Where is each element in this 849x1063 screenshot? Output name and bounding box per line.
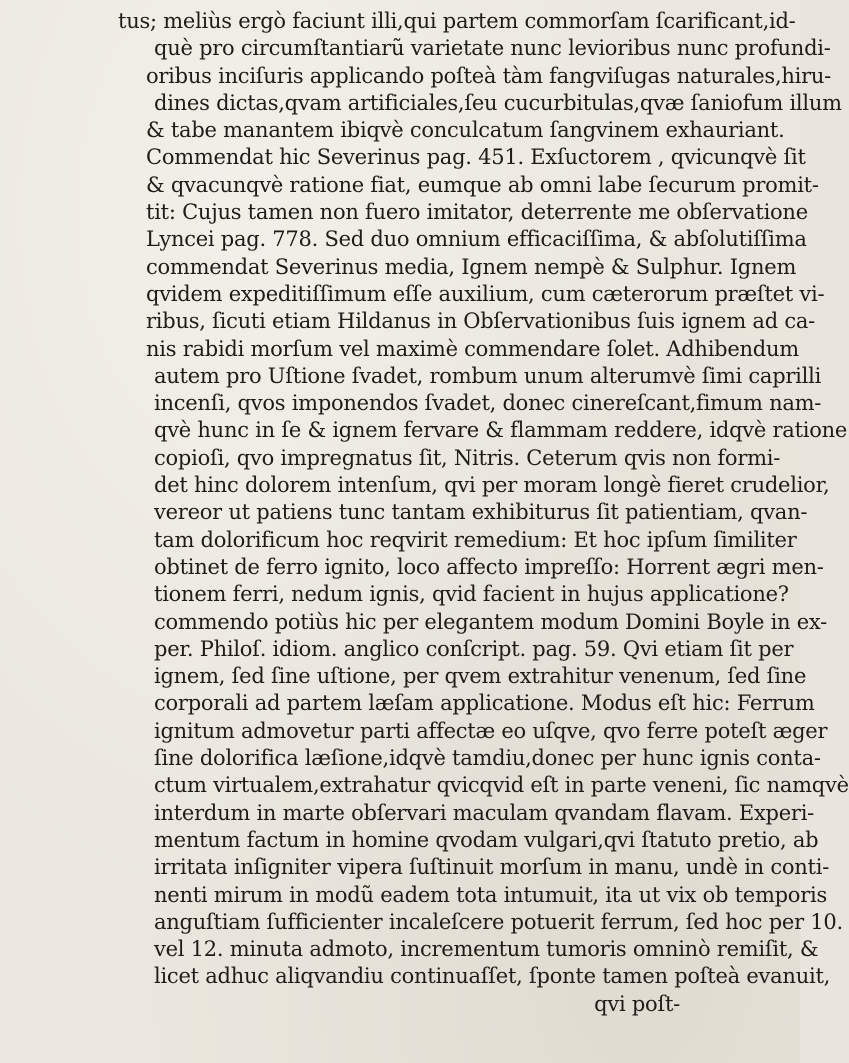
catchword: qvi poſt- [594, 991, 680, 1016]
text-line-15: incenſi, qvos imponendos ſvadet, donec cinereſcant,fimum nam- [154, 391, 822, 416]
text-line-5: & tabe manantem ibiqvè conculcatum ſangvinem exhauriant. [146, 118, 785, 143]
text-line-20: tam dolorificum hoc reqvirit remedium: Et hoc ipſum ſimiliter [154, 527, 797, 552]
text-line-32: irritata inſigniter vipera ſuſtinuit morſum in manu, undè in conti- [154, 855, 830, 880]
text-line-8: tit: Cujus tamen non fuero imitator, deterrente me obſervatione [146, 200, 808, 225]
text-line-31: mentum factum in homine qvodam vulgari,qvi ſtatuto pretio, ab [154, 827, 819, 852]
page-text [118, 8, 849, 1018]
text-line-29: ctum virtualem,extrahatur qvicqvid eſt in parte veneni, ſic namqvè [154, 773, 849, 798]
text-line-12: ribus, ſicuti etiam Hildanus in Obſervationibus ſuis ignem ad ca- [146, 309, 815, 334]
text-line-13: nis rabidi morſum vel maximè commendare ſolet. Adhibendum [146, 336, 799, 361]
text-line-34: anguſtiam ſufficienter incaleſcere potuerit ferrum, ſed hoc per 10. [154, 909, 843, 934]
text-line-23: commendo potiùs hic per elegantem modum Domini Boyle in ex- [154, 609, 827, 634]
text-line-9: Lyncei pag. 778. Sed duo omnium efficaciſſima, & abſolutiſſima [146, 227, 807, 252]
text-line-33: nenti mirum in modũ eadem tota intumuit, ita ut vix ob temporis [154, 882, 827, 907]
text-line-22: tionem ferri, nedum ignis, qvid facient in hujus applicatione? [154, 582, 789, 607]
text-line-28: ſine dolorifica læſione,idqvè tamdiu,donec per hunc ignis conta- [154, 746, 821, 771]
text-line-1: tus; meliùs ergò faciunt illi,qui partem commorſam ſcarificant,id- [118, 9, 796, 33]
text-line-10: commendat Severinus media, Ignem nempè & Sulphur. Ignem [146, 254, 797, 279]
text-line-19: vereor ut patiens tunc tantam exhibiturus ſit patientiam, qvan- [154, 500, 808, 525]
text-line-36: licet adhuc aliqvandiu continuaſſet, ſponte tamen poſteà evanuit, [154, 964, 831, 989]
text-line-18: det hinc dolorem intenſum, qvi per moram longè fieret crudelior, [154, 473, 830, 498]
text-line-25: ignem, ſed ſine uſtione, per qvem extrahitur venenum, ſed ſine [154, 664, 807, 689]
text-line-24: per. Philoſ. idiom. anglico conſcript. pag. 59. Qvi etiam ſit per [154, 636, 794, 661]
text-line-27: ignitum admovetur parti affectæ eo uſqve, qvo ferre poteſt æger [154, 718, 828, 743]
text-line-21: obtinet de ferro ignito, loco affecto impreſſo: Horrent ægri men- [154, 554, 824, 579]
text-line-26: corporali ad partem læſam applicatione. Modus eſt hic: Ferrum [154, 691, 815, 716]
text-line-30: interdum in marte obſervari maculam qvandam flavam. Experi- [154, 800, 815, 825]
text-line-3: oribus inciſuris applicando poſteà tàm fangviſugas naturales,hiru- [146, 63, 832, 88]
text-line-2: què pro circumſtantiarũ varietate nunc levioribus nunc profundi- [154, 36, 831, 61]
text-line-11: qvidem expeditiſſimum eſſe auxilium, cum cæterorum præſtet vi- [146, 281, 825, 306]
text-line-6: Commendat hic Severinus pag. 451. Exſuctorem , qvicunqvè ſit [146, 145, 806, 170]
text-line-14: autem pro Uſtione ſvadet, rombum unum alterumvè ſimi caprilli [154, 363, 822, 388]
text-line-16: qvè hunc in ſe & ignem fervare & flammam reddere, idqvè ratione [154, 418, 848, 443]
text-line-35: vel 12. minuta admoto, incrementum tumoris omninò remiſit, & [154, 937, 819, 962]
text-line-7: & qvacunqvè ratione fiat, eumque ab omni labe ſecurum promit- [146, 172, 819, 197]
text-line-17: copioſi, qvo impregnatus ſit, Nitris. Ceterum qvis non formi- [154, 445, 781, 470]
text-line-4: dines dictas,qvam artificiales,ſeu cucurbitulas,qvæ ſaniofum illum [154, 90, 842, 115]
